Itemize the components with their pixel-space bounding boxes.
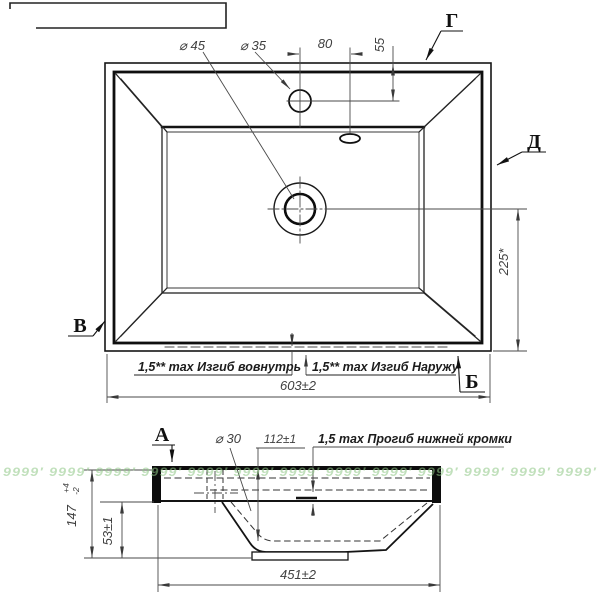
- frame-line: [10, 3, 226, 28]
- label-a: А: [154, 424, 170, 446]
- dim-603-text: 603±2: [279, 378, 317, 393]
- dim-55-text: 55: [372, 37, 387, 53]
- hidden-bowl-inner-wall: [231, 502, 427, 541]
- dim-147-text: 147: [64, 505, 79, 527]
- watermark-row: 9999′ 9999′ 9999′ 9999′ 9999′ 9999′ 9999′ 9999′ 9999′ 9999′ 9999′ 9999′ 9999′: [3, 465, 598, 479]
- note-bend-in: 1,5** max Изгиб вовнутрь: [138, 360, 302, 374]
- note-bend-out: 1,5** max Изгиб Наружу: [312, 360, 459, 374]
- bowl-foot-ring: [252, 552, 348, 560]
- overflow-hole: [340, 134, 360, 143]
- dim-d45-text: ⌀ 45: [179, 38, 205, 53]
- label-d: Д: [527, 131, 541, 153]
- hidden-lines: [164, 470, 430, 541]
- label-g-leader: [426, 31, 441, 60]
- top-view: [105, 48, 491, 351]
- dim-147-tol-minus: -2: [71, 487, 81, 495]
- label-v: В: [73, 315, 87, 337]
- label-v-leader: [93, 321, 105, 336]
- note-sag: 1,5 max Прогиб нижней кромки: [318, 432, 512, 446]
- label-b-leader: [458, 356, 460, 392]
- dim-80-text: 80: [317, 36, 333, 51]
- dim-53-text: 53±1: [100, 516, 115, 546]
- dim-d35-text: ⌀ 35: [240, 38, 266, 53]
- label-g: Г: [445, 10, 459, 32]
- dim-d30-text: ⌀ 30: [215, 431, 241, 446]
- label-b: Б: [465, 371, 479, 393]
- dim-225-text: 225*: [496, 248, 511, 276]
- section-view: [152, 466, 441, 560]
- dim-451-text: 451±2: [279, 567, 317, 582]
- dim-147-tol-plus: +4: [61, 483, 71, 493]
- sheet-frame-corner: [10, 3, 226, 28]
- dim-112-text: 112±1: [263, 432, 297, 446]
- bowl-outer-profile: [222, 502, 433, 552]
- label-d-leader: [497, 152, 522, 165]
